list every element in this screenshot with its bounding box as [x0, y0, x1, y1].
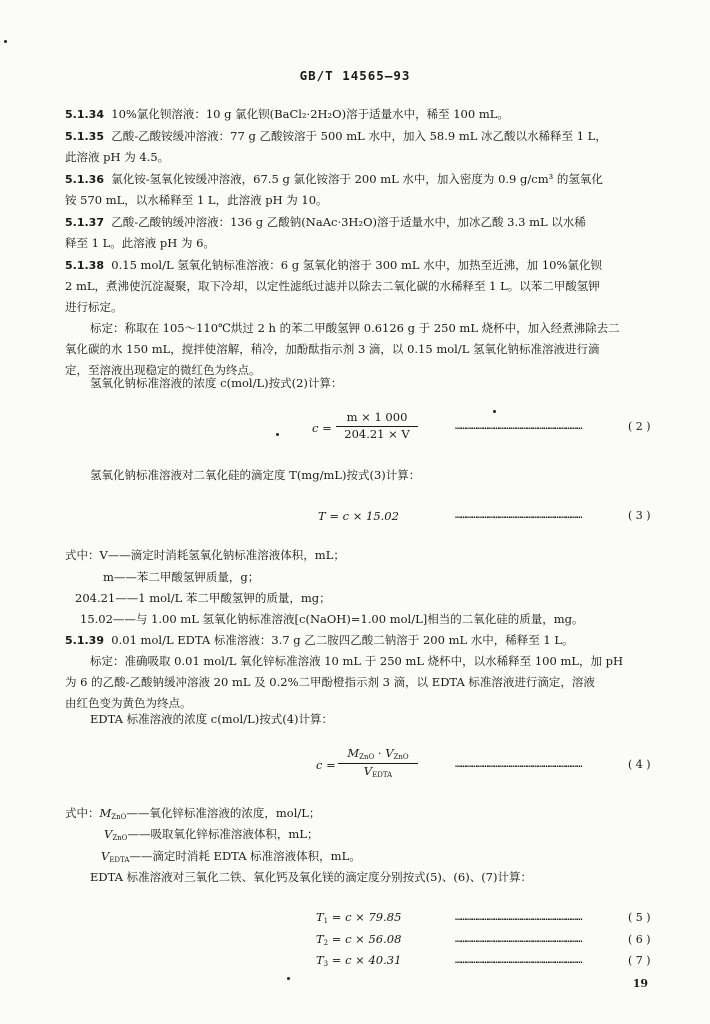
formula-intro: 氢氧化钠标准溶液对二氧化硅的滴定度 T(mg/mL)按式(3)计算：	[90, 468, 421, 482]
clause-number: 5.1.35	[65, 130, 104, 143]
formula-intro: EDTA 标准溶液的浓度 c(mol/L)按式(4)计算：	[90, 712, 333, 726]
leader-dots: ……………………………………………………………	[455, 760, 582, 770]
clause-number: 5.1.37	[65, 216, 104, 229]
clause-number: 5.1.34	[65, 108, 104, 121]
equation-number: ( 5 )	[628, 911, 651, 924]
calibration-text: 定，至溶液出现稳定的微红色为终点。	[65, 363, 261, 377]
scan-speck	[493, 410, 496, 413]
formula-2-denominator: 204.21 × V	[344, 426, 410, 441]
calibration-text: 标定：称取在 105～110℃烘过 2 h 的苯二甲酸氢钾 0.6126 g 于 250 mL 烧杯中，加入经煮沸除去二	[90, 321, 620, 335]
scan-speck	[4, 40, 7, 43]
equation-number: ( 4 )	[628, 758, 651, 771]
formula-intro: 氢氧化钠标准溶液的浓度 c(mol/L)按式(2)计算：	[90, 376, 343, 390]
standard-header: GB/T 14565—93	[299, 68, 411, 83]
clause-number: 5.1.38	[65, 259, 104, 272]
equation-number: ( 6 )	[628, 933, 651, 946]
symbol-definition: $V_{ZnO}——$吸取氧化锌标准溶液体积，mL；	[104, 827, 319, 842]
symbol-definition: $V_{EDTA}——$滴定时消耗 EDTA 标准溶液体积，mL。	[101, 849, 361, 864]
scan-speck	[276, 433, 279, 436]
leader-dots: ……………………………………………………………	[455, 956, 582, 966]
formula-7: $T_3 = c \times 40.31$	[316, 953, 402, 968]
leader-dots: ……………………………………………………………	[455, 422, 582, 432]
leader-dots: ……………………………………………………………	[455, 935, 582, 945]
leader-dots: ……………………………………………………………	[455, 511, 582, 521]
symbol-definition: 式中：V——滴定时消耗氢氧化钠标准溶液体积，mL；	[65, 548, 345, 562]
calibration-text: 由红色变为黄色为终点。	[65, 696, 192, 710]
calibration-text: 标定：准确吸取 0.01 mol/L 氧化锌标准溶液 10 mL 于 250 mL 烧杯中，以水稀释至 100 mL，加 pH	[90, 654, 624, 668]
formula-2-fraction	[336, 412, 418, 440]
clause-number: 5.1.36	[65, 173, 104, 186]
clause-continuation: 释至 1 L。此溶液 pH 为 6。	[65, 236, 215, 250]
clause-5-1-38	[65, 260, 602, 272]
clause-text: 乙酸-乙酸钠缓冲溶液：136 g 乙酸钠(NaAc·3H₂O)溶于适量水中，加冰乙酸 3.3 mL 以水稀	[111, 215, 586, 229]
formula-4-lhs: c =	[316, 758, 336, 772]
symbol-definition: 式中：$M_{ZnO}——$氧化锌标准溶液的浓度，mol/L；	[65, 806, 321, 821]
clause-text: 氯化铵-氢氧化铵缓冲溶液，67.5 g 氯化铵溶于 200 mL 水中，加入密度为 0.9 g/cm³ 的氢氧化	[111, 172, 603, 186]
formula-2-lhs: c =	[312, 421, 332, 435]
formula-intro: EDTA 标准溶液对三氧化二铁、氧化钙及氧化镁的滴定度分别按式(5)、(6)、(7)计算：	[90, 870, 532, 884]
clause-number: 5.1.39	[65, 634, 104, 647]
calibration-text: 为 6 的乙酸-乙酸钠缓冲溶液 20 mL 及 0.2%二甲酚橙指示剂 3 滴，以 EDTA 标准溶液进行滴定，溶液	[65, 675, 595, 689]
formula-4-denominator: $V_{EDTA}$	[363, 764, 393, 779]
formula-4-numerator: $M_{ZnO} \cdot V_{ZnO}$	[338, 748, 418, 764]
equation-number: ( 3 )	[628, 509, 651, 522]
formula-6: $T_2 = c \times 56.08$	[316, 932, 402, 947]
formula-4-fraction	[338, 748, 418, 779]
calibration-text: 氧化碳的水 150 mL，搅拌使溶解，稍冷，加酚酞指示剂 3 滴，以 0.15 mol/L 氢氧化钠标准溶液进行滴	[65, 342, 600, 356]
equation-number: ( 7 )	[628, 954, 651, 967]
clause-continuation: 2 mL，煮沸使沉淀凝聚，取下冷却，以定性滤纸过滤并以除去二氧化碳的水稀释至 1 L。以苯二甲酸氢钾	[65, 279, 600, 293]
clause-text: 乙酸-乙酸铵缓冲溶液：77 g 乙酸铵溶于 500 mL 水中，加入 58.9 mL 冰乙酸以水稀释至 1 L，	[111, 129, 607, 143]
formula-5: $T_1 = c \times 79.85$	[316, 910, 402, 925]
page-number: 19	[632, 977, 648, 990]
clause-5-1-34	[65, 109, 509, 121]
clause-continuation: 进行标定。	[65, 300, 123, 314]
clause-5-1-39	[65, 635, 574, 647]
formula-2-numerator: m × 1 000	[336, 412, 418, 427]
scan-speck	[287, 977, 290, 980]
equation-number: ( 2 )	[628, 420, 651, 433]
leader-dots: ……………………………………………………………	[455, 913, 582, 923]
clause-text: 0.01 mol/L EDTA 标准溶液：3.7 g 乙二胺四乙酸二钠溶于 200 mL 水中，稀释至 1 L。	[111, 633, 574, 647]
symbol-definition: 204.21——1 mol/L 苯二甲酸氢钾的质量，mg；	[75, 591, 331, 605]
clause-5-1-36	[65, 174, 603, 186]
clause-continuation: 此溶液 pH 为 4.5。	[65, 150, 170, 164]
symbol-definition: 15.02——与 1.00 mL 氢氧化钠标准溶液[c(NaOH)=1.00 mol/L]相当的二氧化硅的质量，mg。	[80, 612, 584, 626]
clause-continuation: 铵 570 mL，以水稀释至 1 L，此溶液 pH 为 10。	[65, 193, 328, 207]
formula-3: T = c × 15.02	[318, 509, 399, 523]
symbol-definition: m——苯二甲酸氢钾质量，g；	[103, 570, 260, 584]
clause-5-1-37	[65, 217, 586, 229]
clause-text: 10%氯化钡溶液：10 g 氯化钡(BaCl₂·2H₂O)溶于适量水中，稀至 100 mL。	[111, 107, 509, 121]
clause-text: 0.15 mol/L 氢氧化钠标准溶液：6 g 氢氧化钠溶于 300 mL 水中，加热至近沸，加 10%氯化钡	[111, 258, 602, 272]
clause-5-1-35	[65, 131, 607, 143]
